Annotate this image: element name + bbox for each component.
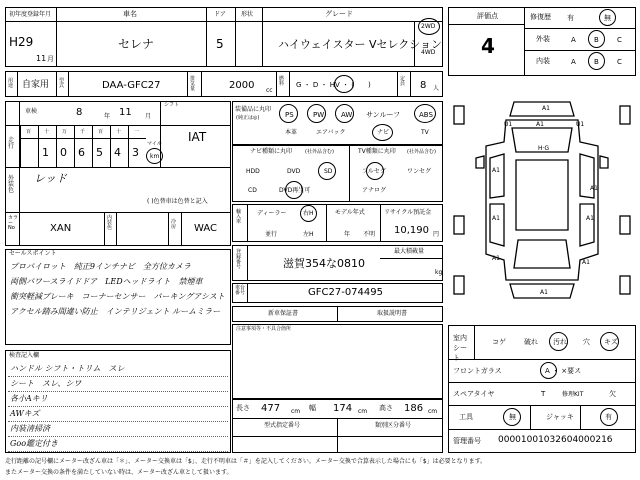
repair-no: 無 <box>604 14 611 22</box>
equip-aw: AW <box>341 111 353 119</box>
sales-point: 両側パワースライドドア LEDヘッドライト 禁煙車 <box>10 277 203 286</box>
navi-type-note: (社外品含む) <box>305 149 334 155</box>
inspector-label: 検査記入欄 <box>9 352 40 359</box>
grade-value: ハイウェイスター Vセレクション <box>278 38 443 51</box>
km-circle <box>146 148 163 164</box>
new-warranty: 新車保証書 <box>268 310 299 317</box>
equip-ps: PS <box>285 111 294 119</box>
mileage-cell-divider <box>56 125 57 167</box>
ext-b-circle <box>588 30 605 48</box>
drive-4wd: 4WD <box>421 49 436 56</box>
sales-point: アクセル踏み間違い防止 インテリジェント ルームミラー <box>10 307 221 316</box>
sales-point: 衝突軽減ブレーキ コーナーセンサー パーキングアシスト <box>10 292 225 301</box>
height-value: 186 <box>404 403 424 414</box>
inspector-note: 各小Aキリ <box>10 394 48 403</box>
repair-no-circle <box>599 9 616 26</box>
notes-label: 注意事項等・不具合箇所 <box>236 326 292 332</box>
yen-unit: 円 <box>433 231 440 238</box>
mileage-digit: 0 <box>60 146 67 159</box>
mileage-cell-divider <box>128 125 129 167</box>
fuel-hv-circle <box>334 75 354 93</box>
score-value: 4 <box>481 34 495 58</box>
spare-kit: 修理KIT <box>562 391 584 398</box>
tv-type-note: (社外品含む) <box>407 149 436 155</box>
equip-tv: TV <box>421 129 429 136</box>
equip-abs: ABS <box>419 111 433 119</box>
cc-unit: cc <box>266 87 273 94</box>
manual: 取扱説明書 <box>377 310 408 317</box>
disp-value: 2000 <box>229 80 255 91</box>
reg-year: H29 <box>9 35 34 49</box>
mileage-header-line <box>20 138 146 139</box>
ps-circle <box>279 104 298 123</box>
dvd-play-circle <box>285 181 303 199</box>
model-year-unknown: 不明 <box>363 231 376 238</box>
spare-t: T <box>541 390 546 398</box>
mileage-digit: 1 <box>42 146 49 159</box>
mark-left-rear: A1 <box>492 255 500 262</box>
ext-c: C <box>617 36 622 44</box>
color-value: レッド <box>34 172 67 185</box>
mileage-cell-divider <box>20 125 21 167</box>
jack-label: ジャッキ <box>546 413 574 421</box>
model-label: 型式 <box>59 78 65 89</box>
import-dealer: ディーラー <box>257 210 287 217</box>
length-unit: cm <box>291 408 301 415</box>
ext-b: B <box>594 36 599 44</box>
cap-unit: 人 <box>433 85 440 92</box>
width-unit: cm <box>358 408 368 415</box>
inspector-note: Goo鑑定付き <box>10 439 59 448</box>
mark-roof: H·G <box>538 145 550 152</box>
inspector-rule <box>8 421 228 422</box>
sd-circle <box>318 162 336 180</box>
mileage-unit-label: 十 <box>44 129 50 135</box>
recycle-value: 10,190 <box>394 225 429 236</box>
mark-left-front-door: A1 <box>492 167 500 174</box>
interior-color-label: 内装色 <box>107 215 113 231</box>
class-label: 類別区分番号 <box>375 422 412 429</box>
car-damage-diagram <box>448 80 636 320</box>
length-value: 477 <box>261 403 281 414</box>
inspector-note: シート スレ、シワ <box>10 379 82 388</box>
mile-unit: マイル <box>147 141 162 147</box>
mark-hood: A1 <box>536 121 544 128</box>
model-value: DAA-GFC27 <box>102 80 161 91</box>
sales-label: セールスポイント <box>9 250 57 257</box>
inspect-year: 8 <box>76 107 83 118</box>
score-label: 評価点 <box>477 12 498 20</box>
type-label: 形状 <box>241 11 254 18</box>
import-left-h: 左H <box>303 231 314 238</box>
navi-hdd: HDD <box>246 168 260 175</box>
chassis-value: GFC27-074495 <box>308 287 383 298</box>
jack-value: 有 <box>605 413 612 421</box>
month-unit: 月 <box>145 113 152 120</box>
tv-fullseg: フルセグ <box>362 168 386 175</box>
equip-navi: ナビ <box>377 129 390 136</box>
repair-label: 修復歴 <box>530 13 551 21</box>
tools-label: 工具 <box>459 413 473 421</box>
inspector-note: 内装清掃済 <box>10 424 50 433</box>
color-label: 外装色 <box>8 175 15 194</box>
tools-value: 無 <box>509 413 516 421</box>
mileage-cell-divider <box>92 125 93 167</box>
navi-dvd-play: DVD再生可 <box>279 187 311 194</box>
use-label: 用途 <box>8 78 14 89</box>
fullseg-circle <box>366 162 384 180</box>
navi-type-label: ナビ種類に丸印 <box>250 148 293 155</box>
vehicle-name: セレナ <box>118 37 155 51</box>
mileage-cell-divider <box>110 125 111 167</box>
inspector-note: ハンドル シフト・トリム スレ <box>10 364 125 373</box>
reg-month: 11 <box>36 54 47 63</box>
name-label: 車名 <box>123 10 137 18</box>
door-count: 5 <box>216 37 224 51</box>
row2-box <box>5 71 443 97</box>
seat-label: 室内シート <box>453 334 467 362</box>
model-year-unit: 年 <box>344 231 351 238</box>
mileage-unit-label: 千 <box>80 129 86 135</box>
navi-cd: CD <box>248 187 257 194</box>
glass-a-circle <box>540 362 557 379</box>
seat-burn: コゲ <box>492 338 506 346</box>
mark-rear-bumper: A1 <box>540 289 548 296</box>
navi-sd: SD <box>324 168 333 175</box>
mark-right-rear-door: A1 <box>586 215 594 222</box>
max-load-label: 最大積載量 <box>394 248 425 255</box>
trim-value: WAC <box>194 223 217 234</box>
mark-right-rear: A1 <box>582 259 590 266</box>
year-unit: 年 <box>104 113 111 120</box>
color-note: ( )色替車は色替と記入 <box>147 198 208 205</box>
cap-value: 8 <box>420 80 427 91</box>
recycle-label: リサイクル預託金 <box>384 209 432 216</box>
color-code: XAN <box>50 223 72 234</box>
mgmt-label: 管理番号 <box>453 437 481 445</box>
reg-month-unit: 月 <box>47 55 54 63</box>
mileage-unit-label: 一 <box>134 129 140 135</box>
mileage-digit: 5 <box>96 146 103 159</box>
mileage-cell-divider <box>74 125 75 167</box>
tv-type-label: TV種類に丸印 <box>358 148 396 155</box>
color-code-label: カラーNo <box>8 215 19 231</box>
length-label: 長さ <box>236 404 250 412</box>
right-h-circle <box>300 205 317 222</box>
inspector-note: AWキズ <box>10 409 40 418</box>
seat-scratch: キズ <box>604 338 618 346</box>
inspector-rule <box>8 436 228 437</box>
inspect-month: 11 <box>119 107 132 118</box>
inspector-rule <box>8 406 228 407</box>
navi-circle <box>372 124 393 141</box>
seat-hole: 穴 <box>583 338 590 346</box>
km-unit: km <box>150 153 160 160</box>
int-b-circle <box>588 52 605 70</box>
mileage-digit: 4 <box>114 146 121 159</box>
inspector-rule <box>8 391 228 392</box>
model-year-label: モデル年式 <box>335 209 365 216</box>
equip-sunroof: サンルーフ <box>366 111 401 119</box>
grade-label: グレード <box>325 10 353 18</box>
mileage-unit-label: 百 <box>26 129 32 135</box>
width-label: 幅 <box>309 404 316 412</box>
import-label: 輸入車 <box>236 209 242 225</box>
int-label: 内装 <box>536 57 550 65</box>
trim-label: 冷房 <box>171 219 177 230</box>
mark-front-right: U1 <box>576 121 585 128</box>
inspector-rule <box>8 451 228 452</box>
sales-point: プロパイロット 純正9インチナビ 全方位カメラ <box>10 262 191 271</box>
abs-circle <box>414 104 436 123</box>
chassis-label: 車台番号 <box>235 285 246 296</box>
use-value: 自家用 <box>22 80 50 90</box>
navi-dvd: DVD <box>287 168 301 175</box>
inspector-rule <box>8 376 228 377</box>
seat-stain-circle <box>549 332 568 351</box>
height-label: 高さ <box>379 404 393 412</box>
equip-label2: (純正は◎) <box>236 115 260 121</box>
mileage-cell-divider <box>38 125 39 167</box>
door-label: ドア <box>214 11 226 18</box>
tools-circle <box>503 408 521 426</box>
tv-oneseg: ワンセグ <box>407 168 432 175</box>
shift-value: IAT <box>188 130 207 144</box>
mileage-unit-label: 百 <box>98 129 104 135</box>
width-value: 174 <box>333 403 353 414</box>
type-cert-label: 型式指定番号 <box>264 422 301 429</box>
ext-label: 外装 <box>536 35 550 43</box>
tv-analog: アナログ <box>362 187 387 194</box>
spare-label: スペアタイヤ <box>453 390 495 398</box>
equip-airbag: エアバック <box>316 129 346 136</box>
mark-front-left: U1 <box>504 121 513 128</box>
kg-unit: kg <box>435 269 443 276</box>
mgmt-value: 0000100103260400021​6 <box>498 435 613 445</box>
seat-scratch-circle <box>600 332 619 351</box>
disp-label: 排気量 <box>190 76 196 92</box>
glass-label: フロントガラス <box>453 367 502 375</box>
equip-pw: PW <box>313 111 325 119</box>
spare-missing: 欠 <box>609 390 616 398</box>
jack-circle <box>600 408 618 426</box>
glass-value: A ・ ×要ス <box>545 367 582 375</box>
aw-circle <box>335 104 354 123</box>
notes-box <box>232 324 443 399</box>
footer-line1: 走行距離の記号欄にメーター改ざん車は「＊」、メーター交換車は「$」、走行不明車は「＃」を記入してください。メーター交換で合算表示した場合にも「$」は必要となります。 <box>5 458 487 465</box>
mileage-unit-label: 万 <box>62 129 68 135</box>
plate-value: 滋賀354な0810 <box>283 257 365 270</box>
import-parallel: 並行 <box>265 231 278 238</box>
cap-label: 定員 <box>400 76 406 87</box>
mark-right-front-door: A1 <box>590 185 598 192</box>
height-unit: cm <box>428 408 438 415</box>
mark-left-rear-door: A1 <box>492 215 500 222</box>
mileage-label: 走行 <box>8 137 15 150</box>
shift-label: シフト <box>164 102 180 108</box>
equip-label: 装備品に丸印 <box>235 106 272 113</box>
fuel-value: G ・ D ・ HV ・ ( ) <box>296 81 371 89</box>
mileage-unit-label: 十 <box>116 129 122 135</box>
fuel-label: 燃料 <box>279 76 285 87</box>
import-right-h: 右H <box>303 210 314 217</box>
ext-a: A <box>571 36 576 44</box>
mark-front-bumper: A1 <box>542 105 550 112</box>
int-b: B <box>594 58 599 66</box>
int-a: A <box>571 58 576 66</box>
plate-label: 登録番号 <box>236 249 242 270</box>
drive-2wd: 2WD <box>421 23 436 30</box>
inspect-label: 車検 <box>25 108 38 115</box>
equip-leather: 本革 <box>285 129 298 136</box>
reg-label: 初年度登録年月 <box>9 11 52 18</box>
int-c: C <box>617 58 622 66</box>
footer-line2: またメーター交換の条件を満たしていない時は、メーター改ざん車として扱います。 <box>5 469 233 476</box>
repair-yes: 有 <box>567 14 574 22</box>
seat-stain: 汚れ <box>553 338 567 346</box>
pw-circle <box>307 104 326 123</box>
seat-tear: 破れ <box>524 338 538 346</box>
mileage-digit: 6 <box>78 146 85 159</box>
mileage-digit: 3 <box>132 146 139 159</box>
